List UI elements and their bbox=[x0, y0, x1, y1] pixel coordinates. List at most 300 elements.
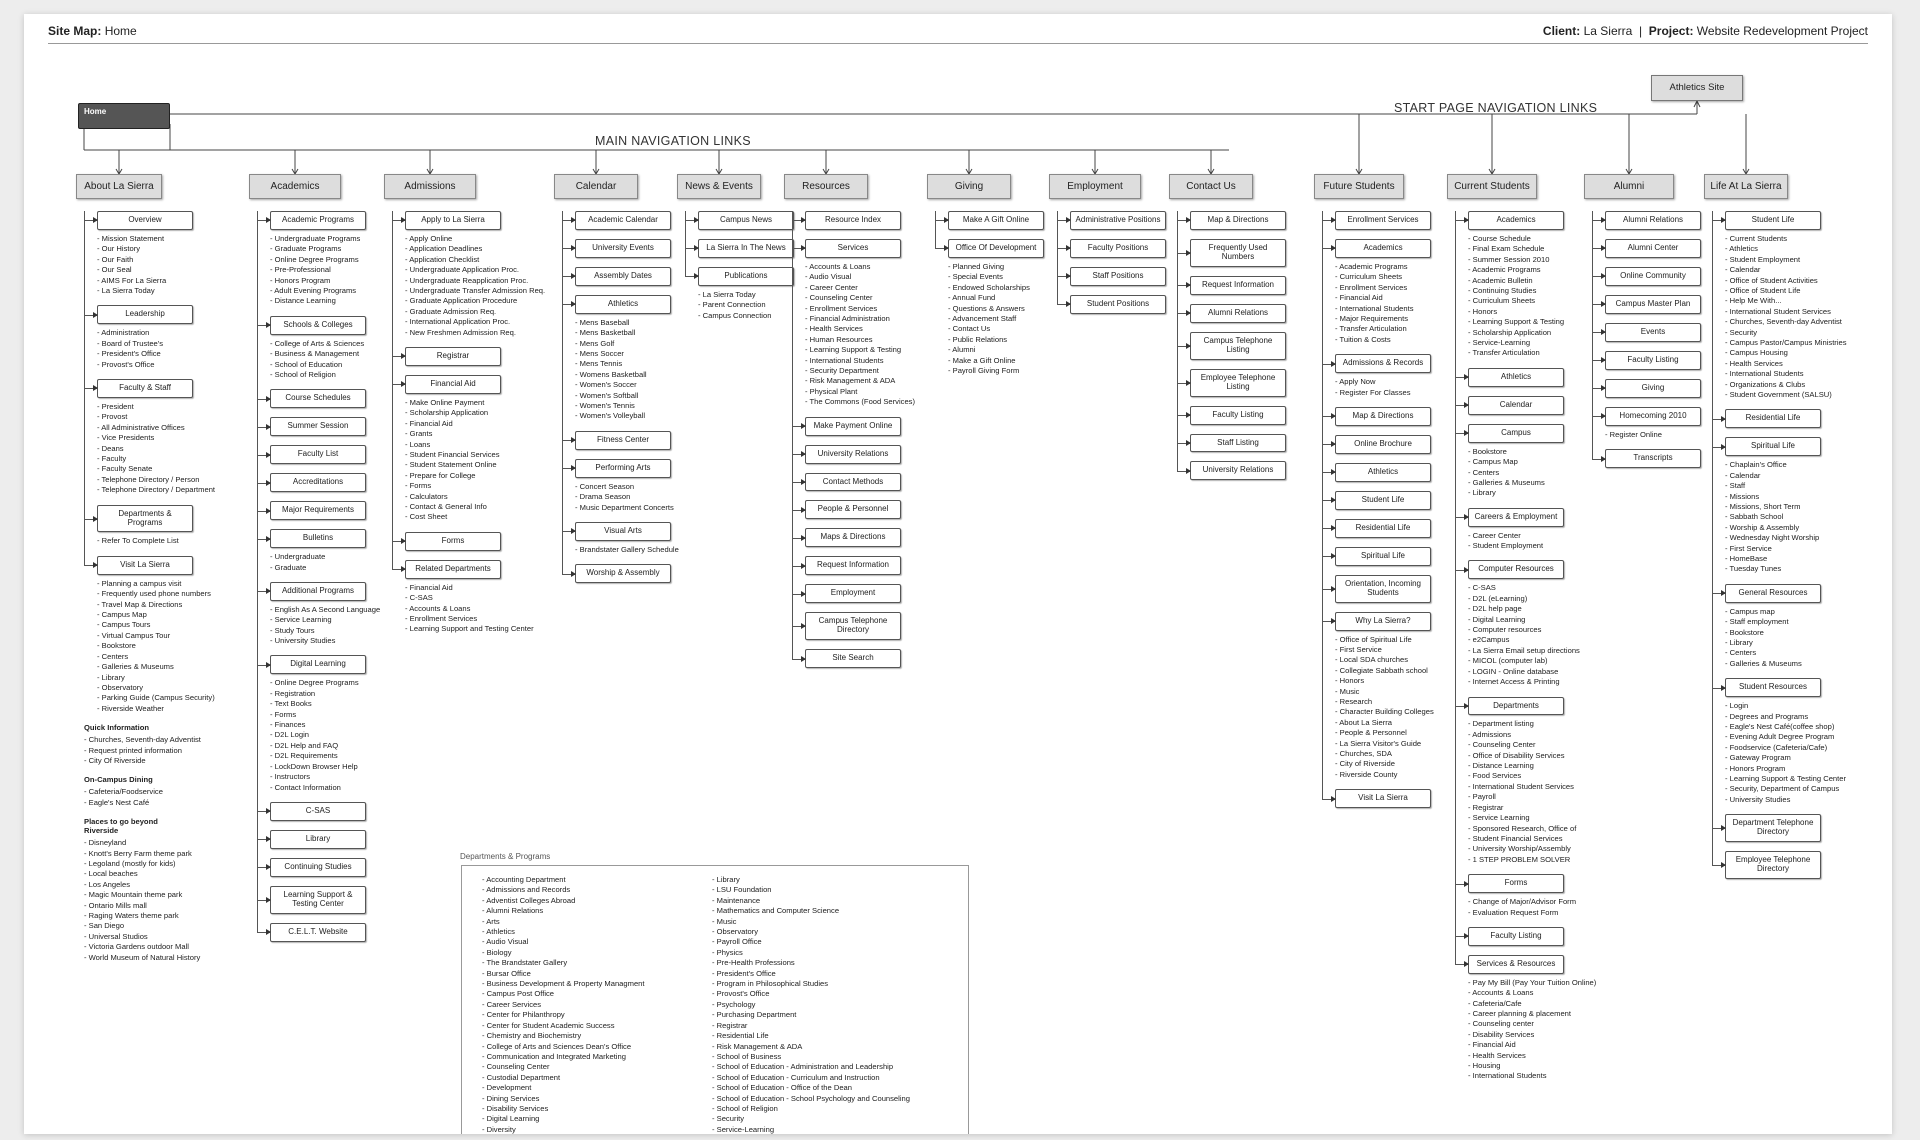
node-registrar[interactable]: Registrar bbox=[405, 347, 501, 366]
page-list-item[interactable]: - Graduate Admission Req. bbox=[405, 306, 497, 316]
page-list-item[interactable]: - Disneyland bbox=[84, 838, 127, 848]
department-item[interactable]: - Observatory bbox=[712, 927, 758, 937]
department-item[interactable]: - Payroll Office bbox=[712, 937, 762, 947]
page-list-item[interactable]: - Learning Support & Testing bbox=[1468, 317, 1565, 327]
page-list-item[interactable]: - Apply Online bbox=[405, 233, 453, 243]
page-list-item[interactable]: - Special Events bbox=[948, 272, 1003, 282]
page-list-item[interactable]: - Wednesday Night Worship bbox=[1725, 533, 1820, 543]
page-list-item[interactable]: - Payroll bbox=[1468, 792, 1496, 802]
node-la-sierra-in-the-news[interactable]: La Sierra In The News bbox=[698, 239, 794, 258]
page-list-item[interactable]: - Galleries & Museums bbox=[97, 662, 174, 672]
page-list-item[interactable]: - All Administrative Offices bbox=[97, 422, 185, 432]
node-athletics[interactable]: Athletics bbox=[575, 295, 671, 314]
column-header-calendar[interactable]: Calendar bbox=[554, 174, 638, 199]
page-list-item[interactable]: - Distance Learning bbox=[270, 296, 336, 306]
page-list-item[interactable]: - Evening Adult Degree Program bbox=[1725, 732, 1835, 742]
node-resource-index[interactable]: Resource Index bbox=[805, 211, 901, 230]
page-list-item[interactable]: - Campus map bbox=[1725, 606, 1775, 616]
node-departments[interactable]: Departments bbox=[1468, 697, 1564, 716]
page-list-item[interactable]: - Gateway Program bbox=[1725, 753, 1791, 763]
node-faculty-listing[interactable]: Faculty Listing bbox=[1468, 927, 1564, 946]
node-student-resources[interactable]: Student Resources bbox=[1725, 678, 1821, 697]
page-list-item[interactable]: - Curriculum Sheets bbox=[1335, 272, 1403, 282]
column-header-resources[interactable]: Resources bbox=[784, 174, 868, 199]
node-bulletins[interactable]: Bulletins bbox=[270, 529, 366, 548]
page-list-item[interactable]: - e2Campus bbox=[1468, 635, 1510, 645]
page-list-item[interactable]: - Course Schedule bbox=[1468, 233, 1531, 243]
page-list-item[interactable]: - Eagle's Nest Café(coffee shop) bbox=[1725, 721, 1835, 731]
page-list-item[interactable]: - Health Services bbox=[1468, 1050, 1526, 1060]
page-list-item[interactable]: - Churches, SDA bbox=[1335, 748, 1392, 758]
page-list-item[interactable]: - Apply Now bbox=[1335, 377, 1376, 387]
page-list-item[interactable]: - Riverside County bbox=[1335, 769, 1398, 779]
node-forms[interactable]: Forms bbox=[1468, 874, 1564, 893]
page-list-item[interactable]: - Accounts & Loans bbox=[805, 261, 871, 271]
node-maps-directions[interactable]: Maps & Directions bbox=[805, 528, 901, 547]
department-item[interactable]: - Communication and Integrated Marketing bbox=[482, 1051, 626, 1061]
page-list-item[interactable]: - Registration bbox=[270, 688, 316, 698]
page-list-item[interactable]: - Organizations & Clubs bbox=[1725, 379, 1806, 389]
page-list-item[interactable]: - Undergraduate Transfer Admission Req. bbox=[405, 285, 546, 295]
node-overview[interactable]: Overview bbox=[97, 211, 193, 230]
node-administrative-positions[interactable]: Administrative Positions bbox=[1070, 211, 1166, 230]
node-homecoming-2010[interactable]: Homecoming 2010 bbox=[1605, 407, 1701, 426]
page-list-item[interactable]: - Online Degree Programs bbox=[270, 254, 359, 264]
page-list-item[interactable]: - Music Department Concerts bbox=[575, 502, 674, 512]
page-list-item[interactable]: - Eagle's Nest Café bbox=[84, 797, 150, 807]
department-item[interactable]: - School of Education - School Psychology and Counseling bbox=[712, 1093, 910, 1103]
department-item[interactable]: - Risk Management & ADA bbox=[712, 1041, 803, 1051]
page-list-item[interactable]: - Career planning & placement bbox=[1468, 1009, 1571, 1019]
page-list-item[interactable]: - Change of Major/Advisor Form bbox=[1468, 897, 1577, 907]
column-header-life-at-la-sierra[interactable]: Life At La Sierra bbox=[1704, 174, 1788, 199]
department-item[interactable]: - Music bbox=[712, 916, 737, 926]
page-list-item[interactable]: - Womens Basketball bbox=[575, 369, 647, 379]
page-list-item[interactable]: - LockDown Browser Help bbox=[270, 761, 358, 771]
node-enrollment-services[interactable]: Enrollment Services bbox=[1335, 211, 1431, 230]
page-list-item[interactable]: - Campus Connection bbox=[698, 310, 772, 320]
page-list-item[interactable]: - Honors Program bbox=[270, 275, 331, 285]
page-list-item[interactable]: - Honors Program bbox=[1725, 763, 1786, 773]
department-item[interactable]: - The Brandstater Gallery bbox=[482, 958, 568, 968]
page-list-item[interactable]: - La Sierra Visitor's Guide bbox=[1335, 738, 1422, 748]
column-header-about-la-sierra[interactable]: About La Sierra bbox=[76, 174, 162, 199]
node-alumni-relations[interactable]: Alumni Relations bbox=[1190, 304, 1286, 323]
page-list-item[interactable]: - Mission Statement bbox=[97, 233, 165, 243]
page-list-item[interactable]: - Refer To Complete List bbox=[97, 536, 179, 546]
page-list-item[interactable]: - Request printed information bbox=[84, 745, 182, 755]
department-item[interactable]: - Center for Philanthropy bbox=[482, 1010, 565, 1020]
page-list-item[interactable]: - Campus Housing bbox=[1725, 348, 1788, 358]
page-list-item[interactable]: - Accounts & Loans bbox=[1468, 988, 1534, 998]
page-list-item[interactable]: - Campus Tours bbox=[97, 620, 151, 630]
node-spiritual-life[interactable]: Spiritual Life bbox=[1335, 547, 1431, 566]
page-list-item[interactable]: - Provost's Office bbox=[97, 359, 155, 369]
page-list-item[interactable]: - Register Online bbox=[1605, 429, 1662, 439]
page-list-item[interactable]: - Contact Information bbox=[270, 782, 341, 792]
node-accreditations[interactable]: Accreditations bbox=[270, 473, 366, 492]
page-list-item[interactable]: - Sponsored Research, Office of bbox=[1468, 823, 1577, 833]
page-list-item[interactable]: - Magic Mountain theme park bbox=[84, 890, 183, 900]
node-office-of-development[interactable]: Office Of Development bbox=[948, 239, 1044, 258]
node-summer-session[interactable]: Summer Session bbox=[270, 417, 366, 436]
department-item[interactable]: - Program in Philosophical Studies bbox=[712, 979, 829, 989]
page-list-item[interactable]: - Academic Bulletin bbox=[1468, 275, 1533, 285]
department-item[interactable]: - Mathematics and Computer Science bbox=[712, 906, 840, 916]
page-list-item[interactable]: - Financial Aid bbox=[405, 418, 453, 428]
page-list-item[interactable]: - Mens Golf bbox=[575, 338, 615, 348]
page-list-item[interactable]: - Scholarship Application bbox=[405, 408, 489, 418]
page-list-item[interactable]: - University Studies bbox=[1725, 794, 1791, 804]
page-list-item[interactable]: - MICOL (computer lab) bbox=[1468, 656, 1548, 666]
page-list-item[interactable]: - Finances bbox=[270, 720, 306, 730]
page-list-item[interactable]: - Missions bbox=[1725, 491, 1760, 501]
page-list-item[interactable]: - Security, Department of Campus bbox=[1725, 784, 1840, 794]
department-item[interactable]: - Pre-Health Professions bbox=[712, 958, 795, 968]
page-list-item[interactable]: - Endowed Scholarships bbox=[948, 282, 1030, 292]
department-item[interactable]: - Service-Learning bbox=[712, 1124, 775, 1134]
page-list-item[interactable]: - International Student Services bbox=[1725, 306, 1831, 316]
node-spiritual-life[interactable]: Spiritual Life bbox=[1725, 437, 1821, 456]
node-continuing-studies[interactable]: Continuing Studies bbox=[270, 858, 366, 877]
page-list-item[interactable]: - Student Financial Services bbox=[405, 449, 500, 459]
node-additional-programs[interactable]: Additional Programs bbox=[270, 582, 366, 601]
node-giving[interactable]: Giving bbox=[1605, 379, 1701, 398]
page-list-item[interactable]: - Risk Management & ADA bbox=[805, 376, 896, 386]
page-list-item[interactable]: - Brandstater Gallery Schedule bbox=[575, 544, 679, 554]
page-list-item[interactable]: - College of Arts & Sciences bbox=[270, 338, 365, 348]
page-list-item[interactable]: - Centers bbox=[1468, 467, 1500, 477]
column-header-current-students[interactable]: Current Students bbox=[1447, 174, 1537, 199]
page-list-item[interactable]: - Campus Map bbox=[97, 610, 147, 620]
page-list-item[interactable]: - Security bbox=[1725, 327, 1758, 337]
page-list-item[interactable]: - Telephone Directory / Person bbox=[97, 474, 200, 484]
node-department-telephone-directory[interactable]: Department Telephone Directory bbox=[1725, 814, 1821, 842]
page-list-item[interactable]: - Character Building Colleges bbox=[1335, 707, 1434, 717]
department-item[interactable]: - Security bbox=[712, 1114, 745, 1124]
page-list-item[interactable]: - Service Learning bbox=[1468, 813, 1530, 823]
page-list-item[interactable]: - Curriculum Sheets bbox=[1468, 296, 1536, 306]
page-list-item[interactable]: - About La Sierra bbox=[1335, 717, 1392, 727]
department-item[interactable]: - School of Education - Curriculum and Instruction bbox=[712, 1072, 880, 1082]
node-residential-life[interactable]: Residential Life bbox=[1725, 409, 1821, 428]
page-list-item[interactable]: - Student Government (SALSU) bbox=[1725, 390, 1832, 400]
department-item[interactable]: - Psychology bbox=[712, 999, 756, 1009]
page-list-item[interactable]: - City of Riverside bbox=[1335, 759, 1395, 769]
page-list-item[interactable]: - Disability Services bbox=[1468, 1029, 1535, 1039]
page-list-item[interactable]: - Women's Volleyball bbox=[575, 411, 646, 421]
department-item[interactable]: - School of Education - Office of the Dean bbox=[712, 1083, 853, 1093]
department-item[interactable]: - Registrar bbox=[712, 1020, 748, 1030]
page-list-item[interactable]: - International Students bbox=[1468, 1071, 1547, 1081]
node-financial-aid[interactable]: Financial Aid bbox=[405, 375, 501, 394]
page-list-item[interactable]: - Foodservice (Cafeteria/Cafe) bbox=[1725, 742, 1828, 752]
page-list-item[interactable]: - Vice Presidents bbox=[97, 433, 155, 443]
column-header-alumni[interactable]: Alumni bbox=[1584, 174, 1674, 199]
department-item[interactable]: - LSU Foundation bbox=[712, 885, 772, 895]
page-list-item[interactable]: - Food Services bbox=[1468, 771, 1522, 781]
node-worship-assembly[interactable]: Worship & Assembly bbox=[575, 564, 671, 583]
page-list-item[interactable]: - Human Resources bbox=[805, 334, 873, 344]
page-list-item[interactable]: - Enrollment Services bbox=[1335, 282, 1408, 292]
page-list-item[interactable]: - Learning Support & Testing bbox=[805, 345, 902, 355]
node-academic-calendar[interactable]: Academic Calendar bbox=[575, 211, 671, 230]
page-list-item[interactable]: - Planning a campus visit bbox=[97, 578, 182, 588]
department-item[interactable]: - Maintenance bbox=[712, 895, 761, 905]
node-services[interactable]: Services bbox=[805, 239, 901, 258]
node-university-relations[interactable]: University Relations bbox=[805, 445, 901, 464]
page-list-item[interactable]: - International Students bbox=[805, 355, 884, 365]
page-list-item[interactable]: - LOGIN - Online database bbox=[1468, 666, 1559, 676]
page-list-item[interactable]: - Bookstore bbox=[97, 641, 136, 651]
page-list-item[interactable]: - Mens Basketball bbox=[575, 328, 636, 338]
page-list-item[interactable]: - Admissions bbox=[1468, 729, 1512, 739]
page-list-item[interactable]: - Adult Evening Programs bbox=[270, 285, 357, 295]
page-list-item[interactable]: - Learning Support & Testing Center bbox=[1725, 774, 1847, 784]
department-item[interactable]: - College of Arts and Sciences Dean's Office bbox=[482, 1041, 632, 1051]
page-list-item[interactable]: - Internet Access & Printing bbox=[1468, 677, 1560, 687]
node-visit-la-sierra[interactable]: Visit La Sierra bbox=[97, 556, 193, 575]
page-list-item[interactable]: - Women's Tennis bbox=[575, 401, 635, 411]
node-map-directions[interactable]: Map & Directions bbox=[1190, 211, 1286, 230]
node-c-e-l-t-website[interactable]: C.E.L.T. Website bbox=[270, 923, 366, 942]
page-list-item[interactable]: - Enrollment Services bbox=[405, 613, 478, 623]
page-list-item[interactable]: - Financial Aid bbox=[1335, 293, 1383, 303]
page-list-item[interactable]: - Study Tours bbox=[270, 625, 315, 635]
department-item[interactable]: - Athletics bbox=[482, 927, 515, 937]
node-online-community[interactable]: Online Community bbox=[1605, 267, 1701, 286]
page-list-item[interactable]: - Local SDA churches bbox=[1335, 655, 1409, 665]
page-list-item[interactable]: - Undergraduate Reapplication Proc. bbox=[405, 275, 529, 285]
node-visual-arts[interactable]: Visual Arts bbox=[575, 522, 671, 541]
page-list-item[interactable]: - Financial Aid bbox=[405, 582, 453, 592]
page-list-item[interactable]: - Learning Support and Testing Center bbox=[405, 624, 534, 634]
page-list-item[interactable]: - D2L Requirements bbox=[270, 751, 338, 761]
node-computer-resources[interactable]: Computer Resources bbox=[1468, 560, 1564, 579]
department-item[interactable]: - Audio Visual bbox=[482, 937, 529, 947]
page-list-item[interactable]: - Staff employment bbox=[1725, 617, 1789, 627]
page-list-item[interactable]: - Major Requirements bbox=[1335, 313, 1409, 323]
page-list-item[interactable]: - Calendar bbox=[1725, 265, 1761, 275]
department-item[interactable]: - Arts bbox=[482, 916, 500, 926]
page-list-item[interactable]: - Student Financial Services bbox=[1468, 833, 1563, 843]
page-list-item[interactable]: - Graduate Application Procedure bbox=[405, 296, 518, 306]
page-list-item[interactable]: - Service-Learning bbox=[1468, 338, 1531, 348]
page-list-item[interactable]: - Board of Trustee's bbox=[97, 338, 164, 348]
page-list-item[interactable]: - Honors bbox=[1468, 306, 1498, 316]
page-list-item[interactable]: - Online Degree Programs bbox=[270, 678, 359, 688]
page-list-item[interactable]: - C-SAS bbox=[1468, 583, 1496, 593]
page-list-item[interactable]: - Housing bbox=[1468, 1061, 1501, 1071]
node-university-relations[interactable]: University Relations bbox=[1190, 461, 1286, 480]
node-transcripts[interactable]: Transcripts bbox=[1605, 449, 1701, 468]
page-list-item[interactable]: - Career Center bbox=[1468, 530, 1521, 540]
node-fitness-center[interactable]: Fitness Center bbox=[575, 431, 671, 450]
node-performing-arts[interactable]: Performing Arts bbox=[575, 459, 671, 478]
page-list-item[interactable]: - Computer resources bbox=[1468, 625, 1542, 635]
page-list-item[interactable]: - Student Employment bbox=[1468, 541, 1544, 551]
department-item[interactable]: - Bursar Office bbox=[482, 968, 531, 978]
page-list-item[interactable]: - Prepare for College bbox=[405, 470, 476, 480]
node-visit-la-sierra[interactable]: Visit La Sierra bbox=[1335, 789, 1431, 808]
page-list-item[interactable]: - Academic Programs bbox=[1468, 265, 1541, 275]
node-digital-learning[interactable]: Digital Learning bbox=[270, 655, 366, 674]
department-item[interactable]: - Dining Services bbox=[482, 1093, 540, 1103]
node-library[interactable]: Library bbox=[270, 830, 366, 849]
page-list-item[interactable]: - Our Faith bbox=[97, 254, 134, 264]
page-list-item[interactable]: - Riverside Weather bbox=[97, 703, 164, 713]
page-list-item[interactable]: - Drama Season bbox=[575, 492, 631, 502]
node-schools-colleges[interactable]: Schools & Colleges bbox=[270, 316, 366, 335]
department-item[interactable]: - Career Services bbox=[482, 999, 542, 1009]
node-make-payment-online[interactable]: Make Payment Online bbox=[805, 417, 901, 436]
column-header-news-events[interactable]: News & Events bbox=[677, 174, 761, 199]
page-list-item[interactable]: - Chaplain's Office bbox=[1725, 460, 1787, 470]
page-list-item[interactable]: - Planned Giving bbox=[948, 261, 1005, 271]
node-calendar[interactable]: Calendar bbox=[1468, 396, 1564, 415]
page-list-item[interactable]: - Financial Administration bbox=[805, 313, 890, 323]
page-list-item[interactable]: - Application Deadlines bbox=[405, 244, 483, 254]
node-alumni-center[interactable]: Alumni Center bbox=[1605, 239, 1701, 258]
page-list-item[interactable]: - Our Seal bbox=[97, 265, 132, 275]
page-list-item[interactable]: - Enrollment Services bbox=[805, 303, 878, 313]
page-list-item[interactable]: - D2L Login bbox=[270, 730, 309, 740]
page-list-item[interactable]: - Travel Map & Directions bbox=[97, 599, 183, 609]
page-list-item[interactable]: - Text Books bbox=[270, 699, 312, 709]
page-list-item[interactable]: - Scholarship Application bbox=[1468, 327, 1552, 337]
column-header-academics[interactable]: Academics bbox=[249, 174, 341, 199]
department-item[interactable]: - Center for Student Academic Success bbox=[482, 1020, 615, 1030]
node-major-requirements[interactable]: Major Requirements bbox=[270, 501, 366, 520]
node-why-la-sierra[interactable]: Why La Sierra? bbox=[1335, 612, 1431, 631]
page-list-item[interactable]: - 1 STEP PROBLEM SOLVER bbox=[1468, 854, 1571, 864]
page-list-item[interactable]: - Missions, Short Term bbox=[1725, 501, 1801, 511]
page-list-item[interactable]: - Campus Pastor/Campus Ministries bbox=[1725, 338, 1847, 348]
page-list-item[interactable]: - C-SAS bbox=[405, 593, 433, 603]
node-publications[interactable]: Publications bbox=[698, 267, 794, 286]
department-item[interactable]: - Adventist Colleges Abroad bbox=[482, 895, 576, 905]
node-campus[interactable]: Campus bbox=[1468, 424, 1564, 443]
node-employee-telephone-directory[interactable]: Employee Telephone Directory bbox=[1725, 851, 1821, 879]
node-faculty-staff[interactable]: Faculty & Staff bbox=[97, 379, 193, 398]
node-academics[interactable]: Academics bbox=[1335, 239, 1431, 258]
department-item[interactable]: - Residential Life bbox=[712, 1031, 769, 1041]
page-list-item[interactable]: - D2L (eLearning) bbox=[1468, 593, 1528, 603]
page-list-item[interactable]: - Health Services bbox=[805, 324, 863, 334]
athletics-site-node[interactable]: Athletics Site bbox=[1651, 75, 1743, 101]
page-list-item[interactable]: - Victoria Gardens outdoor Mall bbox=[84, 942, 189, 952]
page-list-item[interactable]: - Los Angeles bbox=[84, 879, 131, 889]
column-header-giving[interactable]: Giving bbox=[927, 174, 1011, 199]
page-list-item[interactable]: - Office of Student Activities bbox=[1725, 275, 1818, 285]
page-list-item[interactable]: - AIMS For La Sierra bbox=[97, 275, 167, 285]
page-list-item[interactable]: - Registrar bbox=[1468, 802, 1504, 812]
page-list-item[interactable]: - International Students bbox=[1725, 369, 1804, 379]
page-list-item[interactable]: - Public Relations bbox=[948, 334, 1008, 344]
page-list-item[interactable]: - Forms bbox=[405, 481, 432, 491]
page-list-item[interactable]: - Student Statement Online bbox=[405, 460, 497, 470]
page-list-item[interactable]: - University Worship/Assembly bbox=[1468, 844, 1571, 854]
node-athletics[interactable]: Athletics bbox=[1335, 463, 1431, 482]
node-orientation-incoming-students[interactable]: Orientation, Incoming Students bbox=[1335, 575, 1431, 603]
page-list-item[interactable]: - Contact Us bbox=[948, 324, 991, 334]
page-list-item[interactable]: - Financial Aid bbox=[1468, 1040, 1516, 1050]
page-list-item[interactable]: - Library bbox=[1468, 488, 1496, 498]
page-list-item[interactable]: - City Of Riverside bbox=[84, 755, 146, 765]
node-student-positions[interactable]: Student Positions bbox=[1070, 295, 1166, 314]
page-list-item[interactable]: - Virtual Campus Tour bbox=[97, 630, 171, 640]
node-faculty-listing[interactable]: Faculty Listing bbox=[1605, 351, 1701, 370]
page-list-item[interactable]: - Forms bbox=[270, 709, 297, 719]
page-list-item[interactable]: - Annual Fund bbox=[948, 293, 996, 303]
node-residential-life[interactable]: Residential Life bbox=[1335, 519, 1431, 538]
page-list-item[interactable]: - Instructors bbox=[270, 772, 311, 782]
node-campus-news[interactable]: Campus News bbox=[698, 211, 794, 230]
page-list-item[interactable]: - Sabbath School bbox=[1725, 512, 1784, 522]
department-item[interactable]: - Diversity bbox=[482, 1124, 516, 1134]
node-leadership[interactable]: Leadership bbox=[97, 305, 193, 324]
node-course-schedules[interactable]: Course Schedules bbox=[270, 389, 366, 408]
page-list-item[interactable]: - English As A Second Language bbox=[270, 604, 381, 614]
page-list-item[interactable]: - Centers bbox=[1725, 648, 1757, 658]
page-list-item[interactable]: - Mens Baseball bbox=[575, 317, 630, 327]
node-alumni-relations[interactable]: Alumni Relations bbox=[1605, 211, 1701, 230]
page-list-item[interactable]: - Knott's Berry Farm theme park bbox=[84, 848, 192, 858]
page-list-item[interactable]: - Calendar bbox=[1725, 470, 1761, 480]
page-list-item[interactable]: - Women's Soccer bbox=[575, 380, 637, 390]
page-list-item[interactable]: - Register For Classes bbox=[1335, 387, 1411, 397]
department-item[interactable]: - Chemistry and Biochemistry bbox=[482, 1031, 582, 1041]
node-student-life[interactable]: Student Life bbox=[1335, 491, 1431, 510]
department-item[interactable]: - Counseling Center bbox=[482, 1062, 550, 1072]
page-list-item[interactable]: - La Sierra Email setup directions bbox=[1468, 645, 1580, 655]
department-item[interactable]: - Campus Post Office bbox=[482, 989, 555, 999]
page-list-item[interactable]: - Pre-Professional bbox=[270, 265, 331, 275]
page-list-item[interactable]: - Summer Session 2010 bbox=[1468, 254, 1550, 264]
page-list-item[interactable]: - President bbox=[97, 401, 134, 411]
department-item[interactable]: - Purchasing Department bbox=[712, 1010, 797, 1020]
page-list-item[interactable]: - Department listing bbox=[1468, 719, 1534, 729]
page-list-item[interactable]: - Current Students bbox=[1725, 233, 1788, 243]
page-list-item[interactable]: - Worship & Assembly bbox=[1725, 522, 1800, 532]
page-list-item[interactable]: - Undergraduate Application Proc. bbox=[405, 265, 519, 275]
page-list-item[interactable]: - Physical Plant bbox=[805, 386, 858, 396]
node-academic-programs[interactable]: Academic Programs bbox=[270, 211, 366, 230]
page-list-item[interactable]: - Bookstore bbox=[1468, 446, 1507, 456]
page-list-item[interactable]: - Telephone Directory / Department bbox=[97, 485, 216, 495]
page-list-item[interactable]: - Alumni bbox=[948, 345, 976, 355]
node-faculty-listing[interactable]: Faculty Listing bbox=[1190, 406, 1286, 425]
page-list-item[interactable]: - Continuing Studies bbox=[1468, 285, 1537, 295]
node-events[interactable]: Events bbox=[1605, 323, 1701, 342]
page-list-item[interactable]: - Transfer Articulation bbox=[1335, 324, 1407, 334]
node-admissions-records[interactable]: Admissions & Records bbox=[1335, 354, 1431, 373]
page-list-item[interactable]: - Loans bbox=[405, 439, 431, 449]
page-list-item[interactable]: - Office of Disability Services bbox=[1468, 750, 1565, 760]
page-list-item[interactable]: - President's Office bbox=[97, 349, 161, 359]
page-list-item[interactable]: - Galleries & Museums bbox=[1468, 477, 1545, 487]
column-header-contact-us[interactable]: Contact Us bbox=[1169, 174, 1253, 199]
page-list-item[interactable]: - Library bbox=[1725, 638, 1753, 647]
node-faculty-list[interactable]: Faculty List bbox=[270, 445, 366, 464]
page-list-item[interactable]: - Counseling Center bbox=[1468, 740, 1536, 750]
page-list-item[interactable]: - Campus Map bbox=[1468, 457, 1518, 467]
page-list-item[interactable]: - Make Online Payment bbox=[405, 397, 485, 407]
department-item[interactable]: - Alumni Relations bbox=[482, 906, 544, 916]
page-list-item[interactable]: - Churches, Seventh-day Adventist bbox=[84, 735, 201, 745]
page-list-item[interactable]: - Digital Learning bbox=[1468, 614, 1526, 624]
page-list-item[interactable]: - Women's Softball bbox=[575, 390, 639, 400]
